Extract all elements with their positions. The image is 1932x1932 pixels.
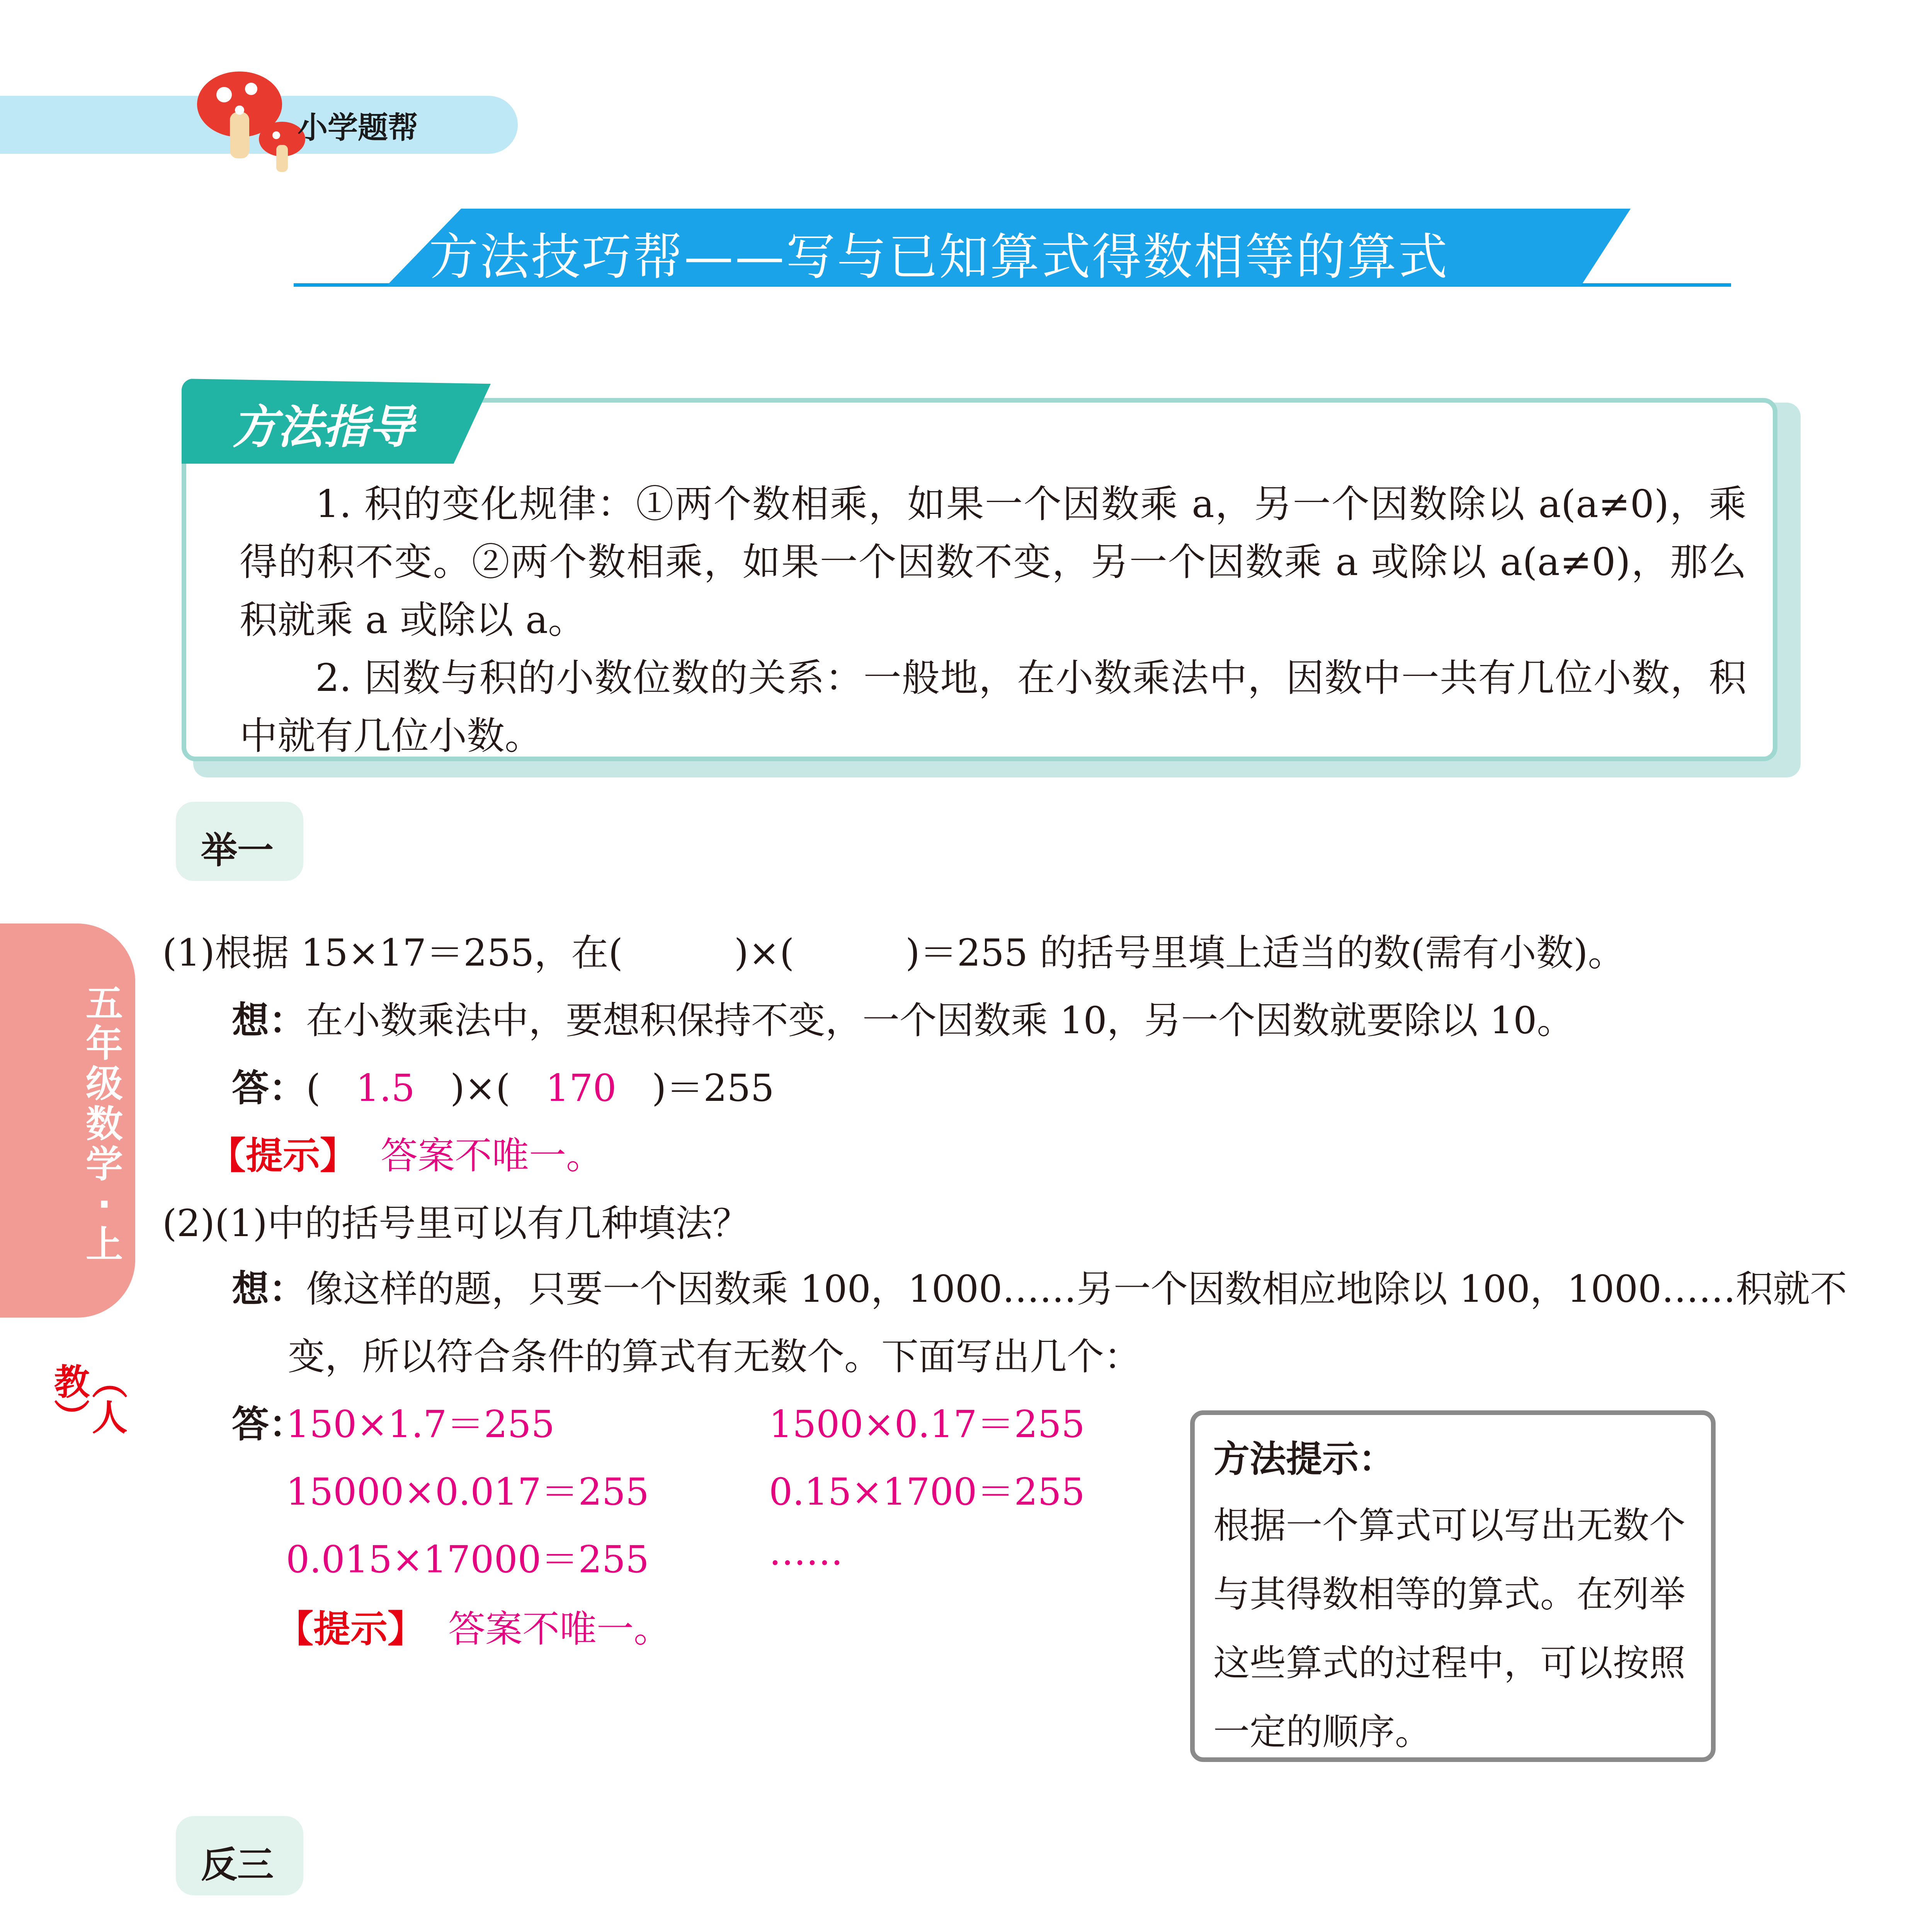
answer-2-item: …… xyxy=(769,1530,843,1573)
guide-rule-1: 1. 积的变化规律：①两个数相乘，如果一个因数乘 a，另一个因数除以 a(a≠0)，乘得的积不变。②两个数相乘，如果一个因数不变，另一个因数乘 a 或除以 a(a≠0)，那么积就乘 a 或除以 a。 xyxy=(240,482,1747,642)
example-chip-label: 举一 xyxy=(201,830,274,872)
hint-1 xyxy=(209,1126,603,1179)
hint-label: 【提示】 xyxy=(209,1134,357,1177)
answer-label: 答： xyxy=(232,1066,306,1110)
answer-1: 答：( 1.5 )×( 170 )＝255 xyxy=(232,1066,774,1110)
grade-label: 五年级数学·上 xyxy=(86,982,123,1266)
think-1-text: 在小数乘法中，要想积保持不变，一个因数乘 10，另一个因数就要除以 10。 xyxy=(306,999,1574,1042)
hint-text: 答案不唯一。 xyxy=(381,1134,604,1177)
answer-1-factor-b: 170 xyxy=(546,1066,617,1110)
hint-2 xyxy=(276,1600,671,1653)
hint-text: 答案不唯一。 xyxy=(448,1607,671,1651)
answer-1-factor-a: 1.5 xyxy=(356,1066,415,1110)
answer-1-result: ＝255 xyxy=(666,1066,774,1110)
answer-2-item: 15000×0.017＝255 xyxy=(286,1470,649,1514)
answer-2-item: 1500×0.17＝255 xyxy=(769,1403,1085,1446)
tip-body: 根据一个算式可以写出无数个与其得数相等的算式。在列举这些算式的过程中，可以按照一定的顺序。 xyxy=(1213,1505,1686,1753)
mushroom-icon xyxy=(193,58,309,174)
guide-rule-2: 2. 因数与积的小数位数的关系：一般地，在小数乘法中，因数中一共有几位小数，积中就有几位小数。 xyxy=(240,656,1747,758)
think-label: 想： xyxy=(232,1267,306,1311)
edition-label: （人教） xyxy=(48,1363,128,1434)
page-title: 方法技巧帮——写与已知算式得数相等的算式 xyxy=(429,228,1449,286)
answer-2-item: 150×1.7＝255 xyxy=(286,1403,555,1446)
brand-name: 小学题帮 xyxy=(298,111,418,145)
guide-tab-label: 方法指导 xyxy=(232,400,415,454)
think-2-line-1 xyxy=(232,1260,1847,1313)
example-question-2: (2)(1)中的括号里可以有几种填法？ xyxy=(162,1202,750,1245)
answer-2-item: 0.15×1700＝255 xyxy=(769,1470,1085,1514)
answer-2-label: 答： xyxy=(232,1403,306,1446)
think-label: 想： xyxy=(232,999,306,1042)
think-2-text-1: 像这样的题，只要一个因数乘 100，1000……另一个因数相应地除以 100，1000……积就不 xyxy=(306,1267,1847,1311)
tip-title: 方法提示： xyxy=(1213,1438,1395,1480)
think-2-line-2: 变，所以符合条件的算式有无数个。下面写出几个： xyxy=(288,1335,1141,1378)
example-question-1: (1)根据 15×17＝255，在( )×( )＝255 的括号里填上适当的数(需有小数)。 xyxy=(162,931,1625,975)
think-1 xyxy=(232,991,1574,1044)
hint-label: 【提示】 xyxy=(276,1607,425,1651)
practice-chip-label: 反三 xyxy=(201,1844,274,1886)
answer-2-item: 0.015×17000＝255 xyxy=(286,1538,649,1581)
